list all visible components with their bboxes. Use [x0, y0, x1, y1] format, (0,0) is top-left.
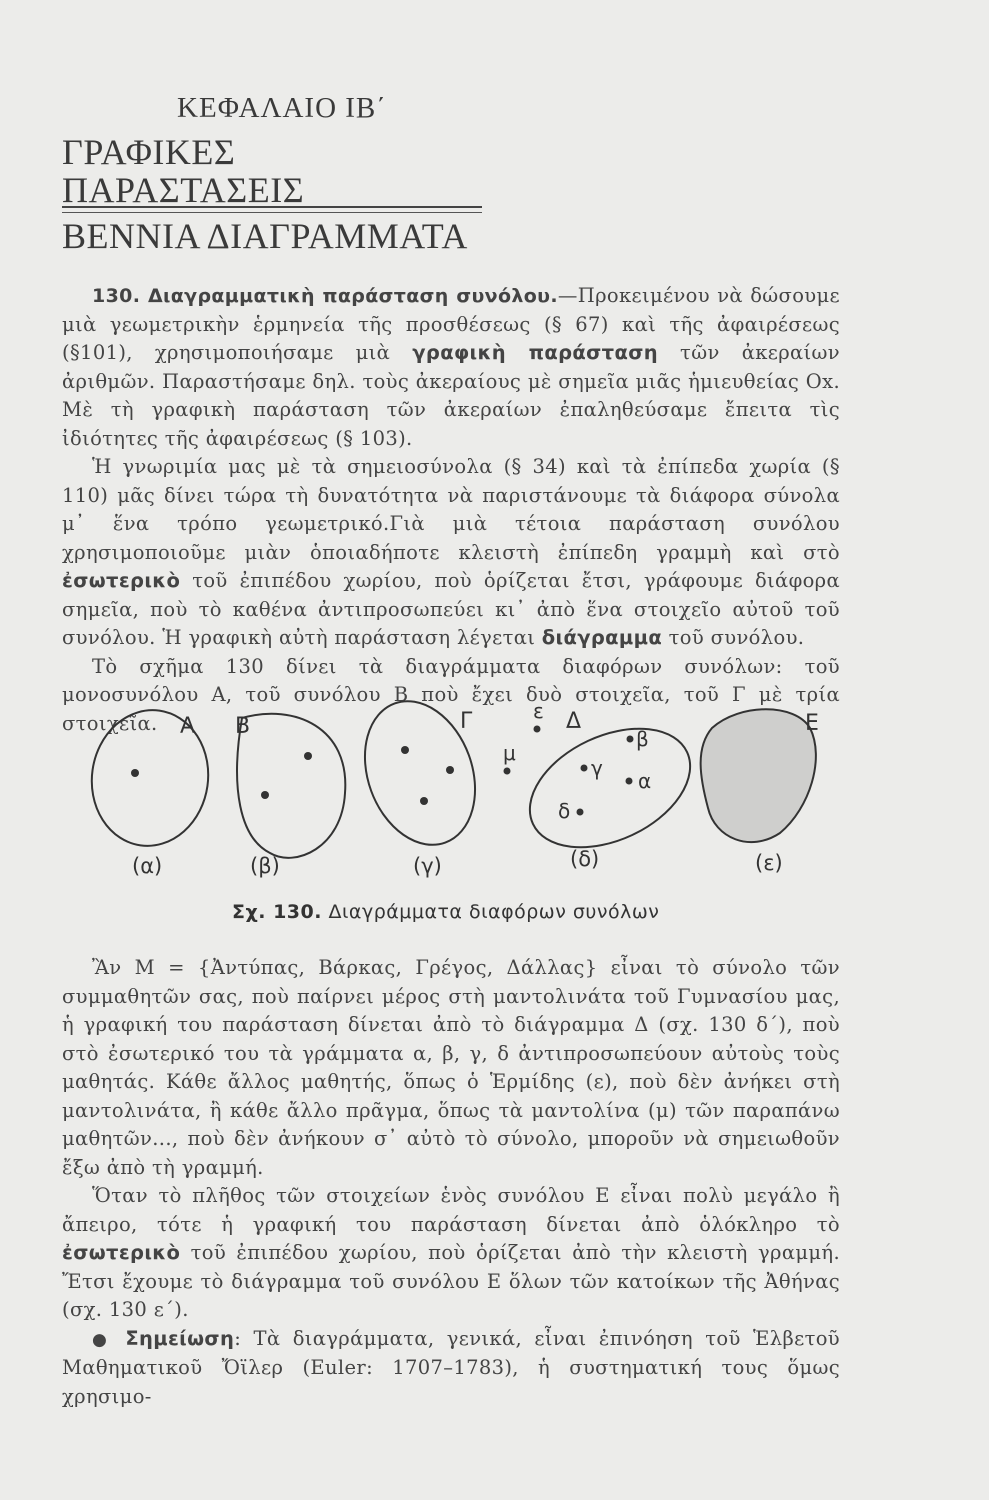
p2-text-e: τοῦ συνόλου.	[662, 626, 805, 649]
p2-bold-interior: ἐσωτερικὸ	[62, 569, 181, 592]
set-a-label: Α	[180, 714, 196, 739]
note-text: : Τὰ διαγράμματα, γενικά, εἶναι ἐπινόηση τοῦ Ἑλβετοῦ Μαθηματικοῦ Ὄϊλερ (Euler: 1707–1783), ἡ συστηματική τους ὅμως χρησιμο-	[62, 1326, 840, 1408]
chapter-title-line2: ΒΕΝΝΙΑ ΔΙΑΓΡΑΜΜΑΤΑ	[62, 216, 468, 256]
point-alpha-label: α	[638, 769, 652, 793]
set-g-label: Γ	[460, 709, 473, 734]
paragraph-3: Τὸ σχῆμα 130 δίνει τὰ διαγράμματα διαφόρων συνόλων: τοῦ μονοσυνόλου Α, τοῦ συνόλου Β ποὺ ἔχει δυὸ στοιχεῖα, τοῦ Γ μὲ τρία στοιχεῖα.	[62, 654, 840, 735]
figure-caption	[232, 901, 659, 923]
set-e-outline	[701, 709, 816, 842]
set-a-element	[131, 769, 139, 777]
p5-bold-interior: ἐσωτερικὸ	[62, 1241, 181, 1264]
note-bullet: ●	[92, 1329, 113, 1350]
header-rule-thin	[62, 212, 482, 213]
point-beta	[627, 736, 634, 743]
paragraph-5	[62, 1182, 840, 1325]
set-b-element-2	[261, 791, 269, 799]
set-g-element-1	[401, 746, 409, 754]
p2-text-c: τοῦ ἐπιπέδου χωρίου, ποὺ ὁρίζεται ἔτσι, γράφουμε διάφορα σημεῖα, ποὺ τὸ καθένα ἀντιπροσωπεύει κι᾽ ἀπὸ ἕνα στοιχεῖο αὐτοῦ τοῦ συνόλου. Ἡ γραφικὴ αὐτὴ παράσταση λέγεται	[62, 569, 840, 649]
paragraph-2	[62, 453, 840, 653]
p1-text-a: —Προκειμένου νὰ δώσουμε μιὰ γεωμετρικὴν ἑρμηνεία τῆς προσθέσεως (§ 67) καὶ τῆς ἀφαιρέσεως (§101), χρησιμοποιήσαμε μιὰ	[62, 284, 840, 364]
sub-label-b: (β)	[250, 854, 280, 878]
point-gamma-label: γ	[591, 756, 603, 780]
point-gamma	[581, 765, 588, 772]
p1-text-c: τῶν ἀκεραίων ἀριθμῶν. Παραστήσαμε δηλ. τοὺς ἀκεραίους μὲ σημεῖα μιᾶς ἡμιευθείας Οx. Μὲ τὴ γραφικὴ παράσταση τῶν ἀκεραίων ἐπαληθεύσαμε ἔπειτα τὶς ἰδιότητες τῆς ἀφαιρέσεως (§ 103).	[62, 341, 840, 450]
sub-label-e: (ε)	[755, 851, 783, 875]
sub-label-g: (γ)	[413, 854, 442, 878]
set-d-label: Δ	[566, 709, 582, 734]
chapter-header	[62, 92, 482, 255]
point-delta-label: δ	[558, 799, 571, 823]
continued-text	[62, 954, 840, 1411]
set-a-outline	[83, 703, 217, 854]
header-rule-thick	[62, 206, 482, 208]
chapter-number: ΚΕΦΑΛΑΙΟ ΙΒ΄	[177, 92, 387, 124]
point-mu	[504, 768, 511, 775]
p5-text-c: τοῦ ἐπιπέδου χωρίου, ποὺ ὁρίζεται ἀπὸ τὴν κλειστὴ γραμμή. Ἔτσι ἔχουμε τὸ διάγραμμα τοῦ συνόλου Ε ὅλων τῶν κατοίκων τῆς Ἀθήνας (σχ. 130 ε΄).	[62, 1241, 840, 1321]
section-title: 130. Διαγραμματικὴ παράσταση συνόλου.	[92, 285, 558, 307]
set-b-outline	[237, 714, 345, 858]
set-g-element-2	[446, 766, 454, 774]
set-g-element-3	[420, 797, 428, 805]
caption-text: Διαγράμματα διαφόρων συνόλων	[328, 901, 660, 923]
p2-bold-diagram: διάγραμμα	[541, 626, 663, 649]
point-epsilon-label: ε	[533, 699, 544, 723]
set-e-label: Ε	[805, 711, 819, 736]
note-label: Σημείωση	[125, 1326, 235, 1350]
sub-label-d: (δ)	[570, 847, 600, 871]
section-130-text	[62, 282, 840, 738]
caption-number: Σχ. 130.	[232, 901, 322, 923]
point-epsilon	[534, 726, 541, 733]
p5-text-a: Ὅταν τὸ πλῆθος τῶν στοιχείων ἑνὸς συνόλου Ε εἶναι πολὺ μεγάλο ἢ ἄπειρο, τότε ἡ γραφική του παράσταση δίνεται ἀπὸ ὁλόκληρο τὸ	[62, 1184, 840, 1236]
set-b-element-1	[304, 752, 312, 760]
paragraph-1	[62, 282, 840, 453]
point-alpha	[626, 778, 633, 785]
set-b-label: Β	[235, 714, 251, 739]
figure-130	[80, 698, 840, 888]
paragraph-4: Ἂν Μ = {Ἀντύπας, Βάρκας, Γρέγος, Δάλλας} εἶναι τὸ σύνολο τῶν συμμαθητῶν σας, ποὺ παίρνει μέρος στὴ μαντολινάτα τοῦ Γυμνασίου μας, ἡ γραφική του παράσταση δίνεται ἀπὸ τὸ διάγραμμα Δ (σχ. 130 δ΄), ποὺ στὸ ἐσωτερικό του τὰ γράμματα α, β, γ, δ ἀντιπροσωπεύουν αὐτοὺς τοὺς μαθητάς. Κάθε ἄλλος μαθητής, ὅπως ὁ Ἑρμίδης (ε), ποὺ δὲν ἀνήκει στὴ μαντολινάτα, ἢ κάθε ἄλλο πρᾶγμα, ὅπως τὰ μαντολίνα (μ) τῶν παραπάνω μαθητῶν..., ποὺ δὲν ἀνήκουν σ᾽ αὐτὸ τὸ σύνολο, μποροῦν νὰ σημειωθοῦν ἔξω ἀπὸ τὴ γραμμή.	[62, 956, 840, 1179]
point-mu-label: μ	[503, 741, 516, 765]
point-beta-label: β	[636, 727, 649, 751]
set-d-outline	[511, 705, 709, 871]
note-paragraph	[62, 1325, 840, 1412]
p1-bold-term: γραφικὴ παράσταση	[412, 341, 658, 364]
p2-text-a: Ἡ γνωριμία μας μὲ τὰ σημειοσύνολα (§ 34) καὶ τὰ ἐπίπεδα χωρία (§ 110) μᾶς δίνει τώρα τὴ δυνατότητα νὰ παριστάνουμε τὰ διάφορα σύνολα μ᾽ ἕνα τρόπο γεωμετρικό.Γιὰ μιὰ τέτοια παράσταση συνόλου χρησιμοποιοῦμε μιὰν ὁποιαδήποτε κλειστὴ ἐπίπεδη γραμμὴ καὶ στὸ	[62, 455, 840, 564]
point-delta	[577, 809, 584, 816]
chapter-title-line1: ΓΡΑΦΙΚΕΣ ΠΑΡΑΣΤΑΣΕΙΣ	[62, 132, 305, 210]
sub-label-a: (α)	[132, 854, 163, 878]
